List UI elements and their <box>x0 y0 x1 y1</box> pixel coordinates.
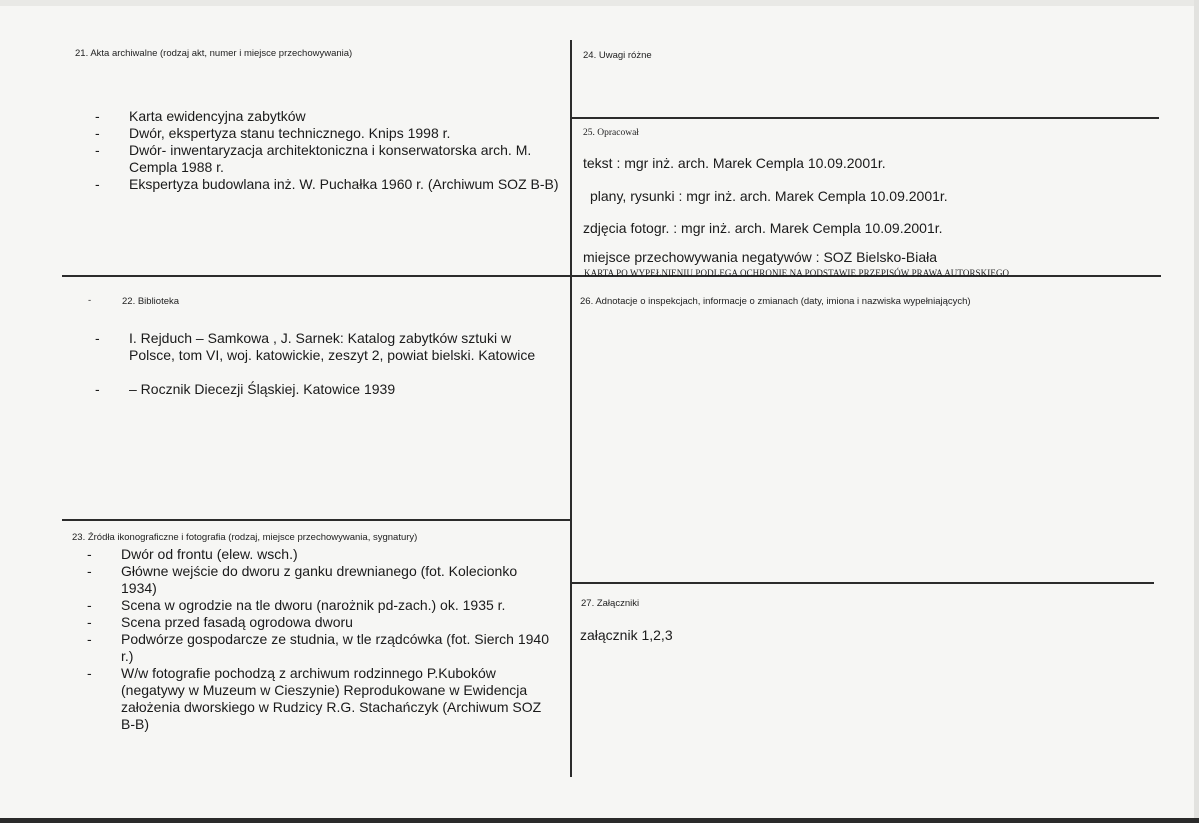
list-item: - Dwór, ekspertyza stanu technicznego. Knips 1998 r. <box>95 125 451 141</box>
section-22-header: 22. Biblioteka <box>122 296 180 307</box>
dash-mark: - <box>95 142 100 158</box>
section-22-list <box>95 330 565 398</box>
copyright-note: KARTA PO WYPEŁNIENIU PODLEGA OCHRONIE NA PODSTAWIE PRZEPISÓW PRAWA AUTORSKIEGO <box>584 268 1010 278</box>
divider-24-25 <box>571 117 1159 119</box>
dash-mark: - <box>88 295 92 306</box>
list-item: - Scena w ogrodzie na tle dworu (narożnik pd-zach.) ok. 1935 r. <box>87 597 506 613</box>
center-divider <box>570 40 572 777</box>
dash-mark: - <box>87 665 92 681</box>
section-21-header: 21. Akta archiwalne (rodzaj akt, numer i miejsce przechowywania) <box>75 48 353 59</box>
list-item: - I. Rejduch – Samkowa , J. Sarnek: Katalog zabytków sztuki w Polsce, tom VI, woj. katowickie, zeszyt 2, powiat bielski. Katowice <box>95 330 536 363</box>
section-23-list <box>87 546 557 733</box>
section-25-header: 25. Opracował <box>583 128 639 138</box>
text-author-line: tekst : mgr inż. arch. Marek Cempla 10.09.2001r. <box>583 155 886 171</box>
list-item: - Ekspertyza budowlana inż. W. Puchałka 1960 r. (Archiwum SOZ B-B) <box>95 176 559 192</box>
list-item: - Podwórze gospodarcze ze studnia, w tle rządcówka (fot. Sierch 1940 r.) <box>87 631 550 664</box>
scan-bottom-edge <box>0 818 1199 823</box>
scan-right-edge <box>1194 0 1199 823</box>
dash-mark: - <box>87 597 92 613</box>
dash-mark: - <box>95 381 100 397</box>
dash-mark: - <box>95 176 100 192</box>
dash-mark: - <box>87 614 92 630</box>
dash-mark: - <box>95 330 100 346</box>
section-21-list <box>95 108 565 193</box>
section-24-header: 24. Uwagi różne <box>583 50 652 61</box>
list-item: - Scena przed fasadą ogrodowa dworu <box>87 614 353 630</box>
dash-mark: - <box>87 563 92 579</box>
dash-mark: - <box>95 108 100 124</box>
section-26-header: 26. Adnotacje o inspekcjach, informacje o zmianach (daty, imiona i nazwiska wypełniających) <box>580 296 971 307</box>
list-item: - Główne wejście do dworu z ganku drewnianego (fot. Kolecionko 1934) <box>87 563 518 596</box>
list-item: - Dwór- inwentaryzacja architektoniczna i konserwatorska arch. M. Cempla 1988 r. <box>95 142 532 175</box>
attachments-value: załącznik 1,2,3 <box>580 627 673 643</box>
section-27-header: 27. Załączniki <box>581 598 640 609</box>
list-item: - Karta ewidencyjna zabytków <box>95 108 306 124</box>
photos-author-line: zdjęcia fotogr. : mgr inż. arch. Marek Cempla 10.09.2001r. <box>583 220 943 236</box>
list-item: - W/w fotografie pochodzą z archiwum rodzinnego P.Kuboków (negatywy w Muzeum w Cieszynie) Reprodukowane w Ewidencja założenia dworskiego w Rudzicy R.G. Stachańczyk (Archiwum SOZ B-B) <box>87 665 542 732</box>
list-item: - Dwór od frontu (elew. wsch.) <box>87 546 298 562</box>
list-item: - – Rocznik Diecezji Śląskiej. Katowice 1939 <box>95 381 396 397</box>
dash-mark: - <box>87 631 92 647</box>
plans-author-line: plany, rysunki : mgr inż. arch. Marek Cempla 10.09.2001r. <box>590 188 948 204</box>
divider-26-27 <box>571 582 1154 584</box>
scan-top-edge <box>0 0 1199 6</box>
negatives-location-line: miejsce przechowywania negatywów : SOZ Bielsko-Biała <box>583 249 938 265</box>
dash-mark: - <box>95 125 100 141</box>
divider-22-23 <box>62 519 572 521</box>
dash-mark: - <box>87 546 92 562</box>
section-23-header: 23. Źródła ikonograficzne i fotografia (rodzaj, miejsce przechowywania, sygnatury) <box>72 532 418 543</box>
